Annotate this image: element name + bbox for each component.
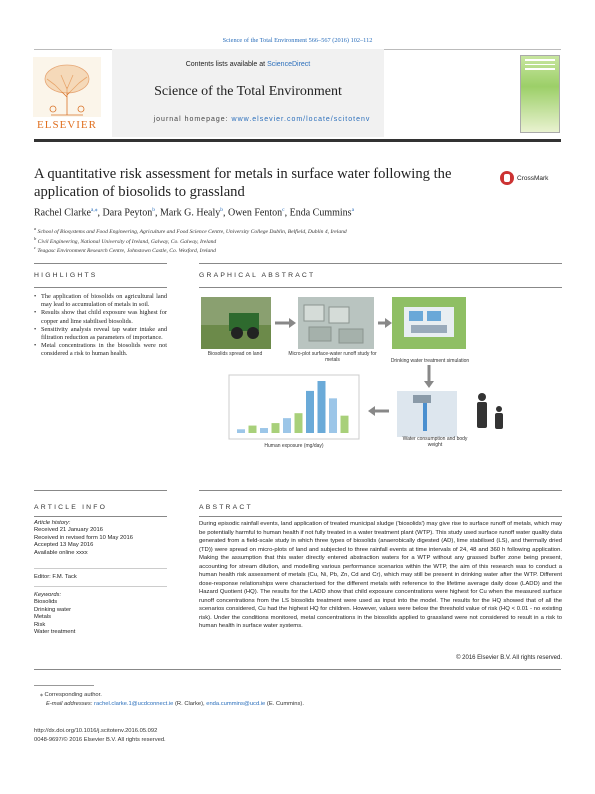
abstract-copyright: © 2016 Elsevier B.V. All rights reserved. <box>456 655 562 661</box>
article-info-heading: ARTICLE INFO <box>34 504 108 511</box>
micro-plot <box>309 327 331 341</box>
label-runoff-study: Micro-plot surface-water runoff study for metals <box>288 351 377 363</box>
crossmark-label: CrossMark <box>517 174 549 182</box>
section-rule <box>34 586 167 587</box>
plant-tank <box>411 325 447 333</box>
section-rule <box>199 263 562 264</box>
contents-line <box>112 61 384 68</box>
exposure-bar <box>306 391 314 433</box>
exposure-bar <box>329 398 337 433</box>
affiliation-sup: c <box>34 245 36 250</box>
section-rule <box>199 287 562 288</box>
abstract-text: During episodic rainfall events, land application of treated municipal sludge ('biosolids') may give rise to surface runoff of metals, which may be potentially harmful to human health if not fully treated in a water treatment plant (WTP). This study used surface runoff water quality data generated from a field-scale study in which three types of biosolids (anaerobically digested (AD), lime stabilised (LS), and thermally dried (TD)) were spread on micro-plots of land and subjected to three rainfall events at time intervals of 24, 48 and 360 h following application. Making the assumption that this water directly entered abstraction waters for a WTP without any grassed buffer zone being present, accounting for stream dilution, and modelling various performance scenarios within the WTP, the aim of this research was to conduct a human health risk assessment of metals (Cu, Ni, Pb, Zn, Cd and Cr), which may still be present in drinking water after the WTP. Different dose-response relationships were characterised for the different metals with reference to the lifetime average daily dose (LADD) and the Hazard Quotient (HQ). The results for the LADD show that child exposure concentrations were highest for Cu when the measured surface runoff concentrations from the LS biosolids treatment were used as input into the model. The results for the HQ showed that of all the scenarios considered, Cu had the highest HQ for children. However, values were below the threshold value of risk (HQ < 0.01 - no existing risk). Under the conditions monitored, metal concentrations in the biosolids applied to grassland were not considered to result in a risk to human health in surface water systems. <box>199 521 562 629</box>
section-rule <box>34 669 561 670</box>
elsevier-wordmark: ELSEVIER <box>37 119 97 131</box>
exposure-bar <box>318 381 326 433</box>
keywords-label: Keywords: <box>34 592 62 598</box>
section-rule <box>34 263 167 264</box>
flow-arrow-head <box>289 318 296 328</box>
keyword: Drinking water <box>34 606 72 613</box>
doi-link[interactable]: http://dx.doi.org/10.1016/j.scitotenv.2016.05.092 <box>34 728 158 734</box>
label-biosolids-spread: Biosolids spread on land <box>207 351 263 357</box>
article-title: A quantitative risk assessment for metals in surface water following the application of biosolids to grassland <box>34 166 452 200</box>
tap-icon <box>413 395 431 403</box>
abstract-heading: ABSTRACT <box>199 504 253 511</box>
article-history <box>34 520 167 557</box>
affiliation-text: Civil Engineering, National University of Ireland, Galway, Co. Galway, Ireland <box>37 238 217 245</box>
history-date: Received 21 January 2016 <box>34 527 103 534</box>
email-owner: (R. Clarke), <box>173 701 207 707</box>
child-person-icon <box>496 406 502 412</box>
crossmark-badge[interactable] <box>500 170 560 186</box>
highlight-item: • Sensitivity analysis reveal tap water intake and filtration reduction as parameters of importance. <box>34 326 167 342</box>
contents-prefix: Contents lists available at <box>185 61 268 68</box>
affiliation-text: School of Biosystems and Food Engineering, Agriculture and Food Science Centre, University College Dublin, Belfield, Dublin 4, Ireland <box>37 228 347 235</box>
exposure-bar <box>272 423 280 433</box>
micro-plot <box>304 305 324 321</box>
highlights-heading: HIGHLIGHTS <box>34 272 98 279</box>
journal-cover-thumbnail[interactable] <box>520 55 560 133</box>
plant-tank <box>427 311 441 321</box>
micro-plot <box>329 307 349 323</box>
email-link[interactable]: enda.cummins@ucd.ie <box>206 701 266 707</box>
graphical-abstract-figure <box>199 295 562 455</box>
author-sup[interactable]: b <box>220 207 223 213</box>
corresponding-author-note: ⁎ Corresponding author. <box>40 692 102 698</box>
author-name[interactable]: Dara Peyton <box>102 207 153 219</box>
section-rule <box>199 516 562 517</box>
affiliation <box>34 226 561 235</box>
author-name[interactable]: Owen Fenton <box>227 207 283 219</box>
elsevier-tree-logo <box>33 57 101 125</box>
keyword: Risk <box>34 621 46 628</box>
keywords-block <box>34 592 167 636</box>
author-name[interactable]: Enda Cummins <box>289 207 352 219</box>
label-treatment-simulation: Drinking water treatment simulation <box>390 358 470 364</box>
highlight-item: • Results show that child exposure was highest for copper and lime stabilised biosolids. <box>34 309 167 325</box>
author-name[interactable]: Rachel Clarke <box>34 207 91 219</box>
header-bottom-rule <box>34 139 561 142</box>
issn-line: 0048-9697/© 2016 Elsevier B.V. All rights reserved. <box>34 737 166 743</box>
micro-plot <box>339 329 363 343</box>
affiliation-sup: a <box>34 226 37 231</box>
author-name[interactable]: Mark G. Healy <box>159 207 221 219</box>
email-label: E-mail addresses: <box>46 701 95 707</box>
history-date: Available online xxxx <box>34 549 88 556</box>
flow-arrow-head <box>424 381 434 388</box>
tractor-wheel <box>247 327 259 339</box>
exposure-bar <box>283 418 291 433</box>
keyword: Metals <box>34 614 52 621</box>
history-date: Received in revised form 10 May 2016 <box>34 534 133 541</box>
section-rule <box>34 568 167 569</box>
keyword: Biosolids <box>34 599 58 606</box>
section-rule <box>199 490 562 491</box>
sciencedirect-link[interactable]: ScienceDirect <box>267 61 311 68</box>
exposure-bar <box>260 428 268 433</box>
author-sup[interactable]: c <box>282 207 285 213</box>
journal-title: Science of the Total Environment <box>154 84 342 99</box>
email-owner: (E. Cummins). <box>265 701 304 707</box>
affiliation-text: Teagasc Environment Research Centre, Johnstown Castle, Co. Wexford, Ireland <box>37 247 216 254</box>
adult-person-icon <box>478 393 486 401</box>
plant-tank <box>409 311 423 321</box>
highlights-list <box>34 293 167 359</box>
history-label: Article history: <box>34 520 71 526</box>
graphical-abstract-heading: GRAPHICAL ABSTRACT <box>199 272 316 279</box>
author-list: Rachel Clarke$^{a,⁎}$, Dara Peyton$^b$, Mark G. Healy$^b$, Owen Fenton$^c$, Enda Cummins$^a$ <box>34 207 355 219</box>
journal-homepage <box>112 116 412 123</box>
exposure-bar <box>249 426 257 433</box>
flow-arrow-head <box>368 406 375 416</box>
footnote-rule <box>34 685 94 686</box>
affiliation <box>34 236 561 245</box>
label-human-exposure: Human exposure (mg/day) <box>264 443 324 449</box>
homepage-link[interactable]: www.elsevier.com/locate/scitotenv <box>231 116 371 123</box>
exposure-bar <box>295 413 303 433</box>
editor-line: Editor: F.M. Tack <box>34 574 77 580</box>
author-sup[interactable]: b <box>152 207 155 213</box>
author-sup[interactable]: a,⁎ <box>90 207 98 213</box>
flow-arrow-head <box>385 318 392 328</box>
section-rule <box>34 287 167 288</box>
tractor-wheel <box>231 327 243 339</box>
author-sup[interactable]: a <box>351 207 355 213</box>
crossmark-icon <box>500 171 514 185</box>
journal-citation[interactable]: Science of the Total Environment 566–567 (2016) 102–112 <box>222 37 373 44</box>
exposure-bar <box>237 429 245 433</box>
highlight-item: • The application of biosolids on agricultural land may lead to accumulation of metals in soil. <box>34 293 167 309</box>
affiliation-sup: b <box>34 236 37 241</box>
adult-body <box>477 402 487 428</box>
exposure-bar <box>341 416 349 433</box>
label-water-consumption: Water consumption and body weight <box>402 436 468 448</box>
child-body <box>495 413 503 429</box>
section-rule <box>34 490 167 491</box>
section-rule <box>34 516 167 517</box>
homepage-prefix: journal homepage: <box>153 116 232 123</box>
history-date: Accepted 13 May 2016 <box>34 542 94 549</box>
email-line <box>46 701 573 707</box>
keyword: Water treatment <box>34 629 76 636</box>
email-link[interactable]: rachel.clarke.1@ucdconnect.ie <box>94 701 174 707</box>
affiliation <box>34 245 561 254</box>
highlight-item: • Metal concentrations in the biosolids were not considered a risk to human health. <box>34 342 167 358</box>
